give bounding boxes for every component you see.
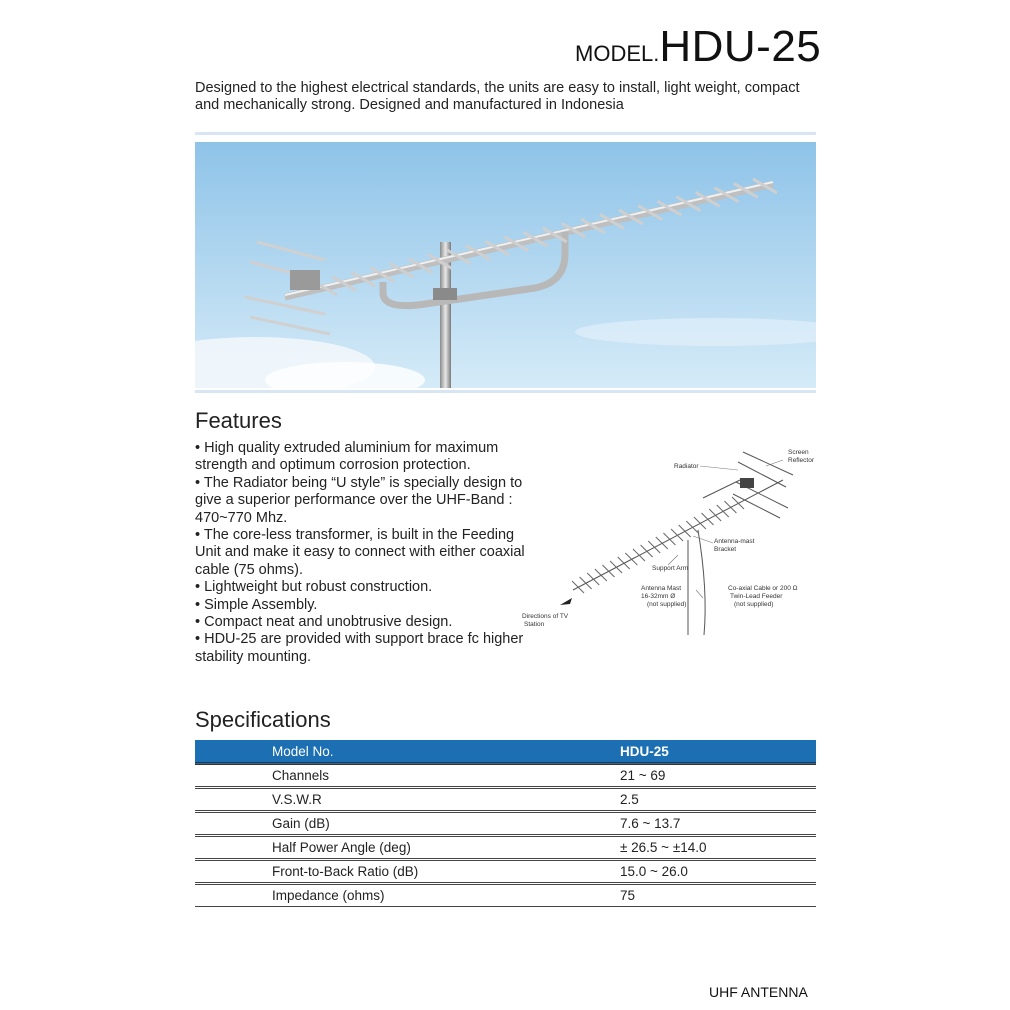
table-header-row [195, 740, 816, 764]
diagram-element [595, 569, 607, 581]
table-row [195, 860, 816, 884]
diagram-label: (not supplied) [734, 601, 774, 608]
arrow-icon [560, 598, 572, 605]
intro-text: Designed to the highest electrical standards, the units are easy to install, light weight, compact and mechanically strong. Designed and manufactured in Indonesia [195, 80, 800, 113]
specifications-title: Specifications [195, 707, 331, 732]
diagram-label: (not supplied) [647, 601, 687, 608]
specifications-table [195, 740, 816, 907]
diagram-label: Directions of TV [522, 613, 569, 620]
diagram-element [618, 557, 630, 569]
diagram-element [656, 537, 668, 549]
spec-value: 2.5 [620, 788, 816, 812]
table-header-value: HDU-25 [620, 740, 816, 764]
table-row [195, 788, 816, 812]
diagram-element [671, 529, 683, 541]
diagram-element [580, 577, 592, 589]
spec-label: V.S.W.R [195, 788, 620, 812]
diagram-element [572, 581, 584, 593]
diagram-label: Station [524, 621, 545, 628]
spec-label: Front-to-Back Ratio (dB) [195, 860, 620, 884]
diagram-label: Reflector [788, 457, 815, 464]
diagram-element [648, 541, 660, 553]
model-name: HDU-25 [659, 22, 822, 71]
spec-label: Gain (dB) [195, 812, 620, 836]
table-row [195, 764, 816, 788]
diagram-element [602, 565, 614, 577]
diagram-element [587, 573, 599, 585]
spec-value: 21 ~ 69 [620, 764, 816, 788]
spec-value: ± 26.5 ~ ±14.0 [620, 836, 816, 860]
table-row [195, 884, 816, 907]
diagram-element [694, 517, 706, 529]
diagram-element [709, 509, 721, 521]
spec-value: 15.0 ~ 26.0 [620, 860, 816, 884]
diagram-label: Antenna-mast [714, 538, 755, 545]
diagram-label: Bracket [714, 546, 737, 553]
footer-label: UHF ANTENNA [709, 984, 808, 1000]
spec-label: Half Power Angle (deg) [195, 836, 620, 860]
diagram-label: Antenna Mast [641, 585, 682, 592]
antenna-diagram [518, 440, 818, 640]
diagram-element [717, 505, 729, 517]
divider [195, 390, 816, 393]
spec-value: 7.6 ~ 13.7 [620, 812, 816, 836]
features-title: Features [195, 408, 282, 433]
table-row [195, 812, 816, 836]
list-item: • Simple Assembly. [195, 596, 318, 613]
list-item: • Lightweight but robust construction. [195, 579, 433, 596]
diagram-element [610, 561, 622, 573]
list-item: • The Radiator being “U style” is specially design to give a superior performance over the UHF-Band : 470~770 Mhz. [195, 474, 523, 526]
diagram-element [679, 525, 691, 537]
diagram-element [641, 545, 653, 557]
model-title [575, 22, 821, 72]
diagram-label: Radiator [674, 463, 699, 470]
table-row [195, 836, 816, 860]
diagram-element [663, 533, 675, 545]
spec-value: 75 [620, 884, 816, 907]
diagram-element [702, 513, 714, 525]
hero-photo [195, 142, 816, 388]
diagram-label: Support Arm [652, 565, 689, 572]
diagram-element [686, 521, 698, 533]
spec-label: Channels [195, 764, 620, 788]
diagram-element [724, 501, 736, 513]
table-header-label: Model No. [195, 740, 620, 764]
diagram-element [633, 549, 645, 561]
diagram-label: 16-32mm Ø [641, 593, 676, 600]
list-item: • The core-less transformer, is built in the Feeding Unit and make it easy to connect with either coaxial cable (75 ohms). [195, 527, 525, 578]
diagram-label: Screen [788, 449, 809, 456]
diagram-label: Twin-Lead Feeder [730, 593, 783, 600]
features-list [195, 440, 530, 666]
diagram-element [625, 553, 637, 565]
list-item: • High quality extruded aluminium for maximum strength and optimum corrosion protection. [195, 440, 499, 474]
spec-label: Impedance (ohms) [195, 884, 620, 907]
model-prefix: MODEL. [575, 41, 660, 66]
list-item: • HDU-25 are provided with support brace fc higher stability mounting. [195, 631, 524, 665]
divider [195, 132, 816, 135]
diagram-label: Co-axial Cable or 200 Ω [728, 585, 798, 592]
list-item: • Compact neat and unobtrusive design. [195, 614, 453, 631]
